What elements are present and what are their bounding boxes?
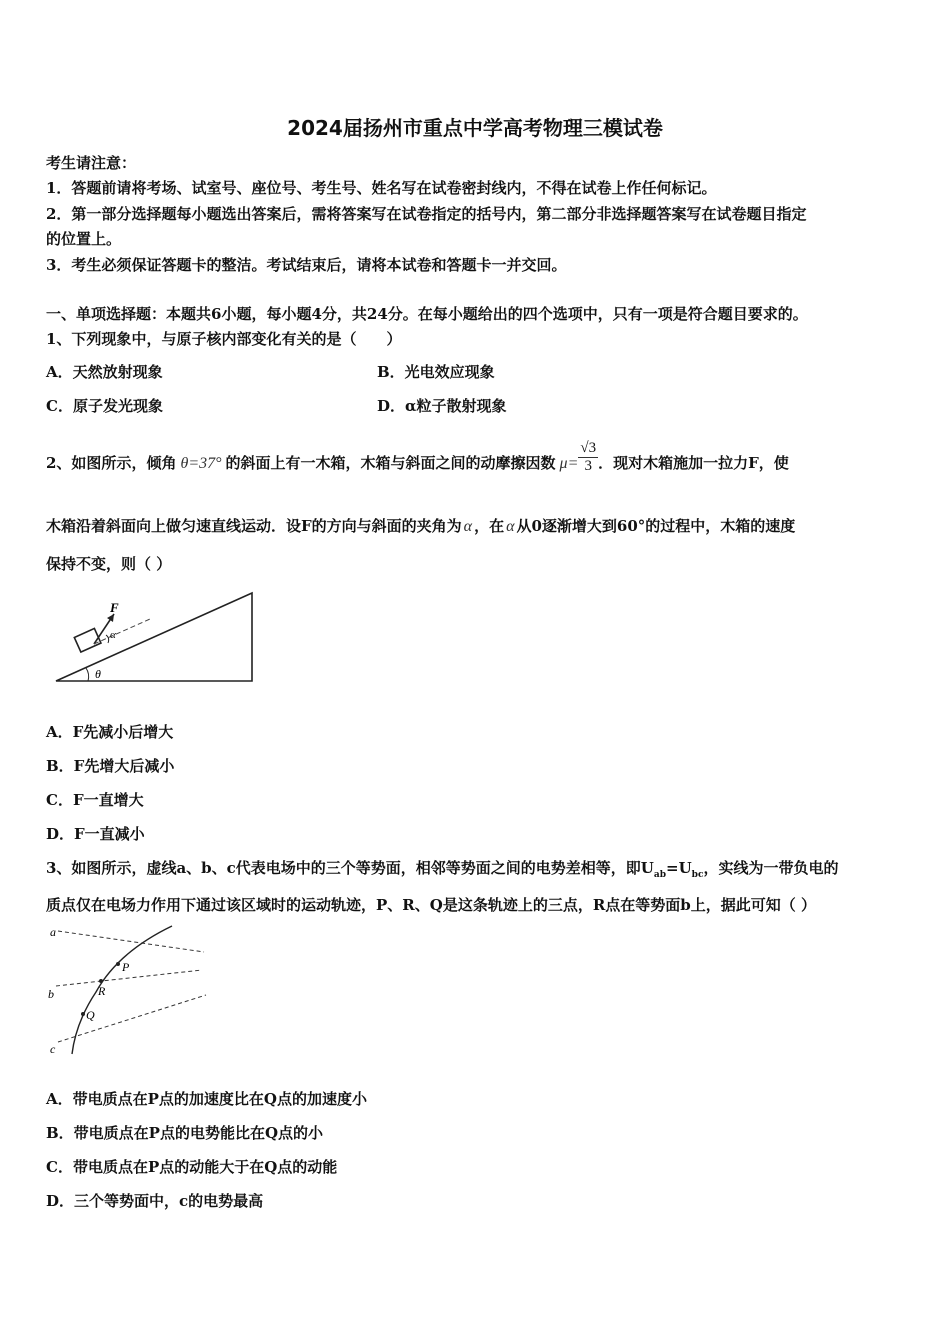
q3-option-a: A．带电质点在P点的加速度比在Q点的加速度小 xyxy=(46,1090,367,1108)
q3-subscript-ab: ab xyxy=(653,870,666,880)
question-1-stem: 1、下列现象中，与原子核内部变化有关的是（ ） xyxy=(46,330,402,348)
q3-option-d: D．三个等势面中，c的电势最高 xyxy=(46,1192,264,1210)
point-r xyxy=(99,979,103,983)
incline-figure xyxy=(50,588,260,688)
q2-text-1: 2、如图所示，倾角 xyxy=(46,454,177,472)
label-a: a xyxy=(50,925,56,939)
q2-text-6: 从0逐渐增大到60°的过程中，木箱的速度 xyxy=(516,517,796,535)
alpha-arc xyxy=(106,635,109,643)
q1-option-a: A．天然放射现象 xyxy=(46,363,163,381)
q2-option-d: D．F一直减小 xyxy=(46,825,145,843)
q2-option-b: B．F先增大后减小 xyxy=(46,757,175,775)
q3-text-2: =U xyxy=(666,859,692,877)
q3-subscript-bc: bc xyxy=(691,870,704,880)
force-arrow-head xyxy=(107,614,114,622)
label-q: Q xyxy=(86,1008,95,1022)
question-3-line-1 xyxy=(46,857,838,880)
field-figure xyxy=(44,922,214,1057)
question-2-line-2 xyxy=(46,515,795,536)
label-alpha: α xyxy=(110,629,116,641)
mu-denominator: 3 xyxy=(584,457,592,474)
q3-text-1: 3、如图所示，虚线a、b、c代表电场中的三个等势面，相邻等势面之间的电势差相等，即U xyxy=(46,859,654,877)
equipotential-a xyxy=(58,931,204,952)
q1-option-d: D．α粒子散射现象 xyxy=(377,397,507,415)
mu-numerator: √3 xyxy=(580,439,597,456)
q2-text-4: 木箱沿着斜面向上做匀速直线运动．设F的方向与斜面的夹角为 xyxy=(46,517,462,535)
mu-expression: μ= xyxy=(559,455,579,472)
equipotential-c xyxy=(58,995,206,1042)
mu-fraction xyxy=(578,440,598,475)
question-2-line-1 xyxy=(46,439,789,475)
label-r: R xyxy=(98,984,106,998)
notice-item-3: 3．考生必须保证答题卡的整洁。考试结束后，请将本试卷和答题卡一并交回。 xyxy=(46,256,567,274)
notice-heading: 考生请注意： xyxy=(46,154,137,172)
q3-text-3: ，实线为一带负电的 xyxy=(703,859,839,877)
q2-option-a: A．F先减小后增大 xyxy=(46,723,174,741)
q3-option-b: B．带电质点在P点的电势能比在Q点的小 xyxy=(46,1124,324,1142)
page-title: 2024届扬州市重点中学高考物理三模试卷 xyxy=(287,116,663,140)
label-theta: θ xyxy=(95,667,101,681)
q2-text-2: 的斜面上有一木箱，木箱与斜面之间的动摩擦因数 xyxy=(225,454,556,472)
notice-item-2: 2．第一部分选择题每小题选出答案后，需将答案写在试卷指定的括号内，第二部分非选择题答案写在试卷题目指定 xyxy=(46,205,807,223)
q3-option-c: C．带电质点在P点的动能大于在Q点的动能 xyxy=(46,1158,338,1176)
alpha-symbol-1: α xyxy=(463,518,473,535)
notice-item-1: 1．答题前请将考场、试室号、座位号、考生号、姓名写在试卷密封线内，不得在试卷上作任何标记。 xyxy=(46,179,717,197)
question-3-line-2: 质点仅在电场力作用下通过该区域时的运动轨迹，P、R、Q是这条轨迹上的三点，R点在等势面b上，据此可知（ ） xyxy=(46,896,816,914)
label-c: c xyxy=(50,1042,56,1056)
notice-item-2-cont: 的位置上。 xyxy=(46,230,122,248)
q1-option-c: C．原子发光现象 xyxy=(46,397,163,415)
label-f: F xyxy=(110,600,119,615)
question-2-line-3: 保持不变，则（ ） xyxy=(46,555,172,573)
point-q xyxy=(81,1012,85,1016)
q1-option-b: B．光电效应现象 xyxy=(377,363,495,381)
label-p: P xyxy=(122,960,130,974)
point-p xyxy=(116,962,120,966)
section-heading: 一、单项选择题：本题共6小题，每小题4分，共24分。在每小题给出的四个选项中，只有一项是符合题目要求的。 xyxy=(46,305,808,323)
label-b: b xyxy=(48,987,54,1001)
q2-text-5: ，在 xyxy=(474,517,505,535)
alpha-symbol-2: α xyxy=(506,518,515,535)
q2-text-3: ．现对木箱施加一拉力F，使 xyxy=(598,454,789,472)
q2-option-c: C．F一直增大 xyxy=(46,791,144,809)
theta-expression: θ=37° xyxy=(180,455,222,472)
theta-arc xyxy=(86,668,89,681)
